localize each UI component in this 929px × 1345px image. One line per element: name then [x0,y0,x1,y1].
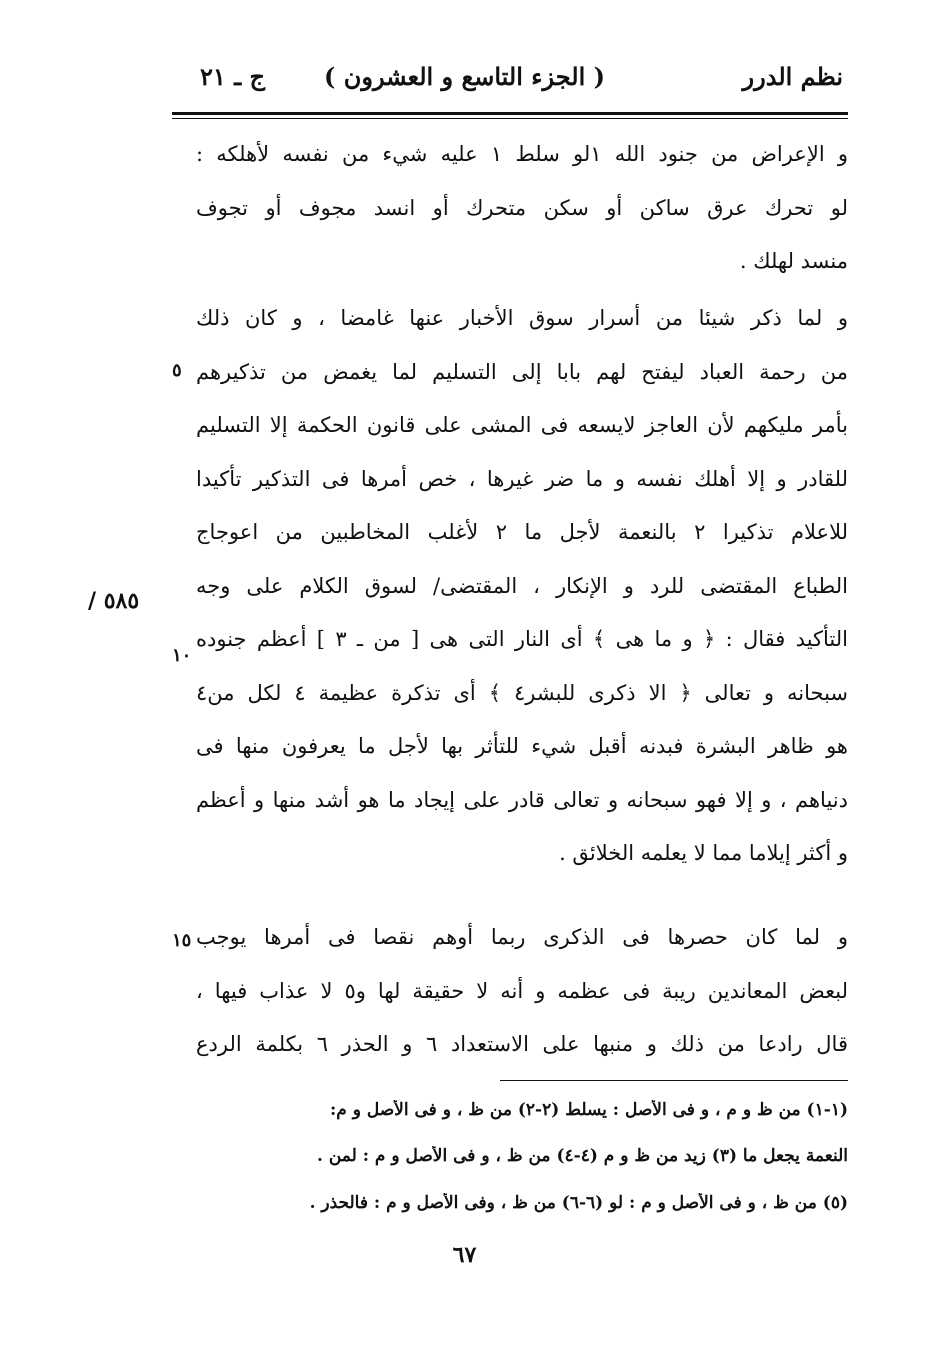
line-number-15: ١٥ [172,930,192,951]
text-line: بأمر مليكهم لأن العاجز لايسعه فى المشى على قانون الحكمة إلا التسليم [196,413,848,437]
header-surah-ref: ج ـ ٢١ [200,62,266,91]
header-book-title: نظم الدرر [742,62,843,91]
header-part-title: ( الجزء التاسع و العشرون ) [324,62,605,91]
text-line: و الإعراض من جنود الله ١لو سلط ١ عليه شيء من نفسه لأهلكه : [196,142,848,166]
text-line: قال رادعا من ذلك و منبها على الاستعداد ٦ و الحذر ٦ بكلمة الردع [196,1032,848,1056]
text-line: هو ظاهر البشرة فبدنه أقبل شيء للتأثر بها لأجل ما يعرفون منها فى [196,734,848,758]
manuscript-page-ref: ٥٨٥ / [88,588,140,614]
text-line: للقادر و إلا أهلك نفسه و ما ضر غيرها ، خص أمرها فى التذكير تأكيدا [196,466,848,491]
header-rule-thin [172,118,848,119]
footnote-rule [500,1080,848,1081]
text-line: الطباع المقتضى للرد و الإنكار ، المقتضى/ لسوق الكلام على وجه [196,573,848,598]
text-line: سبحانه و تعالى ﴿ الا ذكرى للبشر٤ ﴾ أى تذكرة عظيمة ٤ لكل من٤ [196,680,848,705]
text-line: للاعلام تذكيرا ٢ بالنعمة لأجل ما ٢ لأغلب المخاطبين من اعوجاج [196,520,848,544]
text-line: منسد لهلك . [739,249,848,273]
paragraph-2 [196,292,848,881]
paragraph-3 [196,911,848,1072]
text-line: لو تحرك عرق ساكن أو سكن متحرك أو انسد مجوف أو تجوف [196,195,848,220]
footnote-line: (٥) من ظ ، و فى الأصل و م : لو (٦-٦) من ظ ، وفى الأصل و م : فالحذر . [309,1193,848,1213]
text-line: دنياهم ، و إلا فهو سبحانه و تعالى قادر على إيجاد ما هو أشد منها و أعظم [196,787,848,812]
header-rule-thick [172,112,848,115]
paragraph-1 [196,128,848,289]
text-line: لبعض المعاندين ريبة فى عظمه و أنه لا حقيقة لها و٥ لا عذاب فيها ، [196,978,848,1003]
line-number-10: ١٠ [172,645,192,666]
text-line: و لما كان حصرها فى الذكرى ربما أوهم نقصا فى أمرها يوجب [196,925,848,949]
footnote-line: (١-١) من ظ و م ، و فى الأصل : يسلط (٢-٢) من ظ ، و فى الأصل و م: [330,1100,848,1120]
text-line: من رحمة العباد ليفتح لهم بابا إلى التسليم لما يغمض من تذكيرهم [196,359,848,384]
line-number-5: ٥ [172,360,182,381]
footnote-line: النعمة يجعل ما (٣) زيد من ظ و م (٤-٤) من ظ ، و فى الأصل و م : لمن . [316,1146,848,1166]
page-number: ٦٧ [452,1242,477,1268]
text-line: و لما ذكر شيئا من أسرار سوق الأخبار عنها غامضا ، و كان ذلك [196,306,848,330]
text-line: التأكيد فقال : ﴿ و ما هى ﴾ أى النار التى هى [ من ـ ٣ ] أعظم جنوده [196,627,848,651]
text-line: و أكثر إيلاما مما لا يعلمه الخلائق . [559,841,848,865]
